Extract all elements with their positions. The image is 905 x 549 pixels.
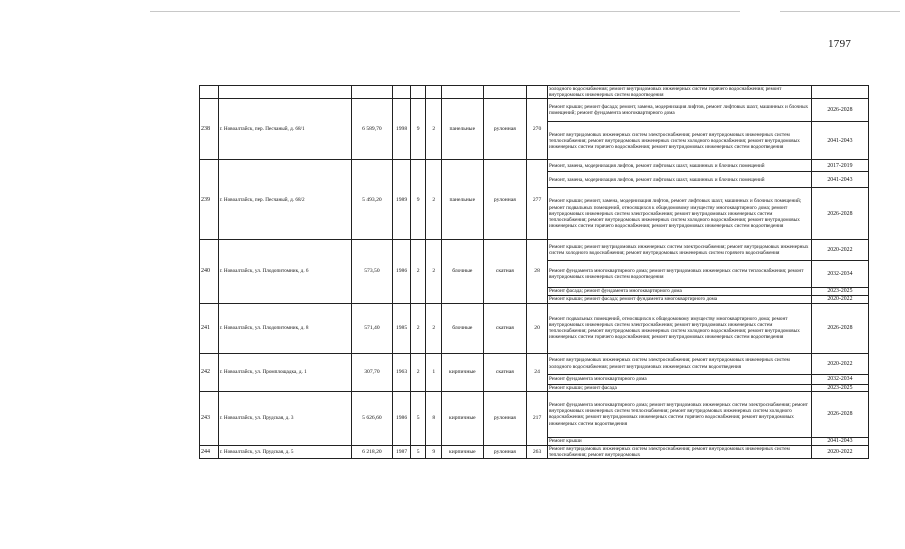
period-cell: 2026-2028 <box>811 99 868 122</box>
period-cell: 2017-2019 <box>811 160 868 172</box>
work-types-cell: Ремонт подвальных помещений, относящихся к общедомовому имуществу многоквартирного дома; ремонт внутридомовых инженерных систем электроснабжения; ремонт внутридомовых инженерных систем теплоснабжения; ремонт внутридомовых инженерных систем холодного водоснабжения; ремонт внутридомовых инженерных систем горячего водоснабжения; ремонт внутридомовых инженерных систем водоотведения <box>547 303 811 353</box>
attribute-cell <box>527 86 548 99</box>
period-cell: 2041-2043 <box>811 437 868 445</box>
total-area-cell: 5 626,60 <box>351 391 393 445</box>
floors-cell: 5 <box>410 445 426 458</box>
floors-cell: 9 <box>410 99 426 160</box>
scan-edge-line <box>780 11 900 12</box>
row-number-cell: 239 <box>200 160 219 240</box>
residents-cell: 24 <box>527 353 548 391</box>
table-row <box>200 391 869 437</box>
table-body <box>200 86 869 459</box>
row-number-cell: 242 <box>200 353 219 391</box>
roof-type-cell: рулонная <box>483 160 527 240</box>
work-types-cell: Ремонт фундамента многоквартирного дома; ремонт внутридомовых инженерных систем электроснабжения; ремонт внутридомовых инженерных систем теплоснабжения; ремонт внутридомовых инженерных систем холодного водоснабжения; ремонт внутридомовых инженерных систем горячего водоснабжения; ремонт внутридомовых инженерных систем водоотведения <box>547 391 811 437</box>
work-types-cell: Ремонт внутридомовых инженерных систем электроснабжения; ремонт внутридомовых инженерных систем теплоснабжения; ремонт внутридомовых инженерных систем холодного водоснабжения; ремонт внутридомовых инженерных систем горячего водоснабжения; ремонт внутридомовых инженерных систем водоотведения <box>547 122 811 160</box>
total-area-cell: 6 589,70 <box>351 99 393 160</box>
work-types-cell: Ремонт, замена, модернизация лифтов, ремонт лифтовых шахт, машинных и блочных помещений <box>547 172 811 188</box>
residents-cell: 263 <box>527 445 548 458</box>
row-number-cell: 241 <box>200 303 219 353</box>
table-row <box>200 99 869 122</box>
wall-material-cell: кирпичные <box>442 445 484 458</box>
entrances-cell: 8 <box>426 391 442 445</box>
period-cell: 2041-2043 <box>811 122 868 160</box>
address-cell: г. Новоалтайск, ул. Плодопитомник, д. 6 <box>218 240 351 303</box>
work-types-cell: Ремонт крыши; ремонт фасада; ремонт, замена, модернизация лифтов, ремонт лифтовых шахт, машинных и блочных помещений; ремонт фундамента многоквартирного дома <box>547 99 811 122</box>
address-cell: г. Новоалтайск, ул. Прудская, д. 5 <box>218 445 351 458</box>
attribute-cell <box>393 86 411 99</box>
attribute-cell <box>442 86 484 99</box>
entrances-cell: 2 <box>426 99 442 160</box>
period-cell: 2020-2022 <box>811 295 868 303</box>
attribute-cell <box>410 86 426 99</box>
entrances-cell: 1 <box>426 353 442 391</box>
residents-cell: 28 <box>527 240 548 303</box>
period-cell: 2041-2043 <box>811 172 868 188</box>
build-year-cell: 1963 <box>393 353 411 391</box>
row-number-cell: 238 <box>200 99 219 160</box>
floors-cell: 2 <box>410 303 426 353</box>
row-number-cell: 240 <box>200 240 219 303</box>
wall-material-cell: кирпичные <box>442 391 484 445</box>
roof-type-cell: рулонная <box>483 445 527 458</box>
period-cell: 2020-2022 <box>811 445 868 458</box>
floors-cell: 2 <box>410 240 426 303</box>
row-number-cell: 244 <box>200 445 219 458</box>
period-cell: 2020-2022 <box>811 353 868 374</box>
scan-edge-line <box>150 11 740 12</box>
period-cell: 2020-2022 <box>811 240 868 261</box>
row-number-cell <box>200 86 219 99</box>
floors-cell: 5 <box>410 391 426 445</box>
roof-type-cell: рулонная <box>483 99 527 160</box>
build-year-cell: 1985 <box>393 303 411 353</box>
table-row <box>200 353 869 374</box>
build-year-cell: 1986 <box>393 391 411 445</box>
table-row <box>200 86 869 99</box>
residents-cell: 270 <box>527 99 548 160</box>
work-types-cell: Ремонт крыши; ремонт внутридомовых инженерных систем электроснабжения; ремонт внутридомовых инженерных систем холодного водоснабжения; ремонт внутридомовых инженерных систем горячего водоснабжения <box>547 240 811 261</box>
work-types-cell: Ремонт крыши; ремонт фасада; ремонт фундамента многоквартирного дома <box>547 295 811 303</box>
wall-material-cell: панельные <box>442 99 484 160</box>
floors-cell: 2 <box>410 353 426 391</box>
residents-cell: 20 <box>527 303 548 353</box>
entrances-cell: 9 <box>426 445 442 458</box>
table-row <box>200 160 869 172</box>
table-row <box>200 445 869 458</box>
total-area-cell: 571,40 <box>351 303 393 353</box>
entrances-cell: 2 <box>426 160 442 240</box>
work-types-cell: Ремонт внутридомовых инженерных систем электроснабжения; ремонт внутридомовых инженерных систем холодного водоснабжения; ремонт внутридомовых инженерных систем водоотведения <box>547 353 811 374</box>
work-types-cell: холодного водоснабжения; ремонт внутридомовых инженерных систем горячего водоснабжения; ремонт внутридомовых инженерных систем водоотведения <box>547 86 811 99</box>
roof-type-cell: скатная <box>483 303 527 353</box>
build-year-cell: 1998 <box>393 99 411 160</box>
work-types-cell: Ремонт внутридомовых инженерных систем электроснабжения; ремонт внутридомовых инженерных систем теплоснабжения; ремонт внутридомовых <box>547 445 811 458</box>
period-cell: 2023-2025 <box>811 288 868 295</box>
entrances-cell: 2 <box>426 240 442 303</box>
wall-material-cell: панельные <box>442 160 484 240</box>
total-area-cell: 573,50 <box>351 240 393 303</box>
floors-cell: 9 <box>410 160 426 240</box>
building-repair-table <box>199 85 869 459</box>
period-cell: 2026-2028 <box>811 303 868 353</box>
address-cell: г. Новоалтайск, ул. Промплощадка, д. 1 <box>218 353 351 391</box>
total-area-cell: 307,70 <box>351 353 393 391</box>
residents-cell: 277 <box>527 160 548 240</box>
work-types-cell: Ремонт крыши <box>547 437 811 445</box>
work-types-cell: Ремонт фундамента многоквартирного дома; ремонт внутридомовых инженерных систем теплоснабжения; ремонт внутридомовых инженерных систем водоотведения <box>547 261 811 288</box>
period-cell <box>811 86 868 99</box>
work-types-cell: Ремонт крыши; ремонт, замена, модернизация лифтов, ремонт лифтовых шахт, машинных и блочных помещений; ремонт подвальных помещений, относящихся к общедомовому имуществу многоквартирного дома; ремонт внутридомовых инженерных систем электроснабжения; ремонт внутридомовых инженерных систем теплоснабжения; ремонт внутридомовых инженерных систем холодного водоснабжения; ремонт внутридомовых инженерных систем горячего водоснабжения; ремонт внутридомовых инженерных систем водоотведения <box>547 188 811 240</box>
attribute-cell <box>426 86 442 99</box>
work-types-cell: Ремонт фундамента многоквартирного дома <box>547 374 811 384</box>
wall-material-cell: кирпичные <box>442 353 484 391</box>
work-types-cell: Ремонт, замена, модернизация лифтов, ремонт лифтовых шахт, машинных и блочных помещений <box>547 160 811 172</box>
attribute-cell <box>351 86 393 99</box>
residents-cell: 217 <box>527 391 548 445</box>
period-cell: 2026-2028 <box>811 391 868 437</box>
period-cell: 2026-2028 <box>811 188 868 240</box>
build-year-cell: 1986 <box>393 240 411 303</box>
table-row <box>200 240 869 261</box>
address-cell: г. Новоалтайск, пер. Песчаный, д. 68/1 <box>218 99 351 160</box>
address-cell: г. Новоалтайск, ул. Прудская, д. 3 <box>218 391 351 445</box>
work-types-cell: Ремонт фасада; ремонт фундамента многоквартирного дома <box>547 288 811 295</box>
entrances-cell: 2 <box>426 303 442 353</box>
address-cell <box>218 86 351 99</box>
period-cell: 2032-2034 <box>811 374 868 384</box>
roof-type-cell: рулонная <box>483 391 527 445</box>
page-number: 1797 <box>828 38 852 50</box>
period-cell: 2032-2034 <box>811 261 868 288</box>
total-area-cell: 6 218,20 <box>351 445 393 458</box>
wall-material-cell: блочные <box>442 240 484 303</box>
address-cell: г. Новоалтайск, пер. Песчаный, д. 68/2 <box>218 160 351 240</box>
roof-type-cell: скатная <box>483 240 527 303</box>
attribute-cell <box>483 86 527 99</box>
build-year-cell: 1987 <box>393 445 411 458</box>
roof-type-cell: скатная <box>483 353 527 391</box>
address-cell: г. Новоалтайск, ул. Плодопитомник, д. 8 <box>218 303 351 353</box>
build-year-cell: 1989 <box>393 160 411 240</box>
row-number-cell: 243 <box>200 391 219 445</box>
work-types-cell: Ремонт крыши; ремонт фасада <box>547 384 811 391</box>
wall-material-cell: блочные <box>442 303 484 353</box>
period-cell: 2023-2025 <box>811 384 868 391</box>
total-area-cell: 5 493,20 <box>351 160 393 240</box>
table-row <box>200 303 869 353</box>
